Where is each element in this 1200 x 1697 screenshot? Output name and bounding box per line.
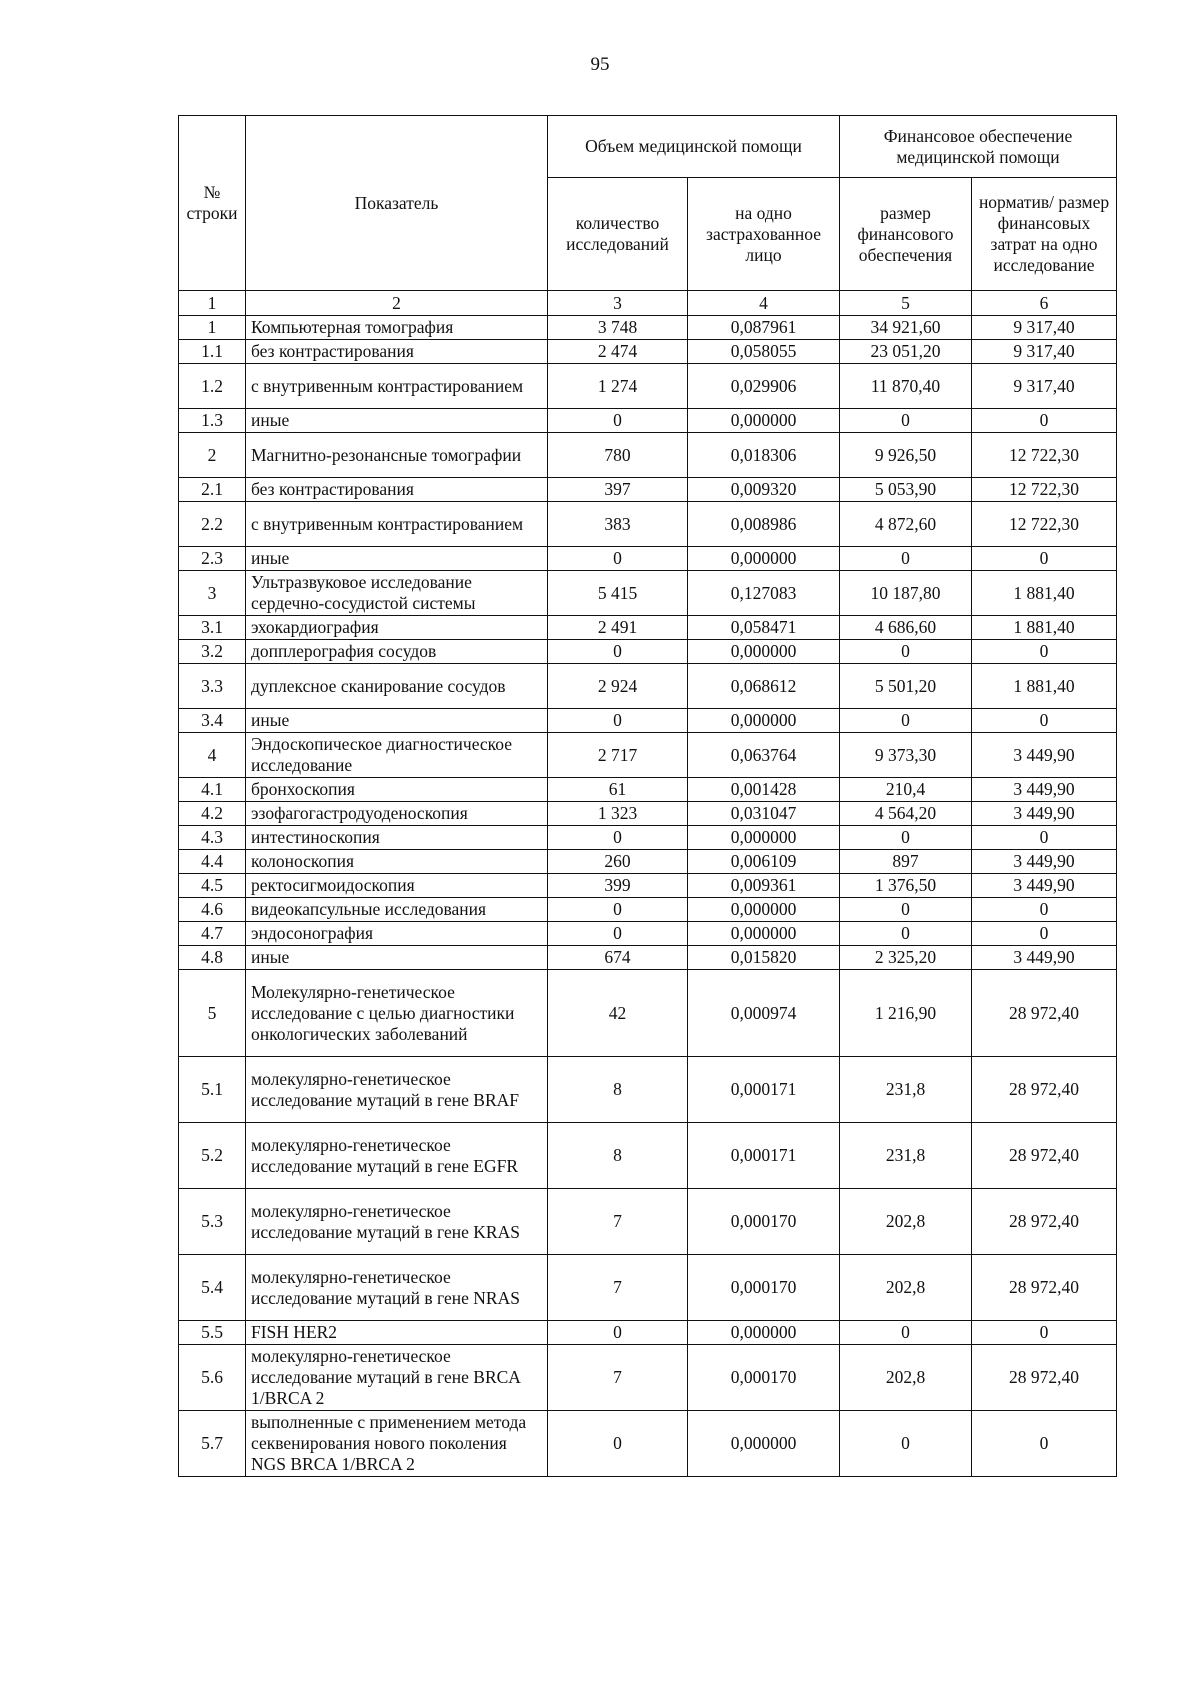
- row-number: 5: [179, 970, 246, 1057]
- study-count: 2 491: [548, 616, 688, 640]
- indicator-name: молекулярно-генетическое исследование мутаций в гене BRCA 1/BRCA 2: [246, 1345, 548, 1411]
- row-number: 1: [179, 316, 246, 340]
- norm-value: 28 972,40: [972, 1255, 1117, 1321]
- study-count: 0: [548, 898, 688, 922]
- norm-value: 1 881,40: [972, 664, 1117, 709]
- indicator-name: видеокапсульные исследования: [246, 898, 548, 922]
- finance-amount: 4 872,60: [840, 502, 972, 547]
- study-count: 0: [548, 709, 688, 733]
- row-number: 5.5: [179, 1321, 246, 1345]
- per-insured-value: 0,000170: [688, 1345, 840, 1411]
- indicator-name: бронхоскопия: [246, 778, 548, 802]
- study-count: 383: [548, 502, 688, 547]
- study-count: 42: [548, 970, 688, 1057]
- row-number: 4.3: [179, 826, 246, 850]
- study-count: 0: [548, 922, 688, 946]
- per-insured-value: 0,009320: [688, 478, 840, 502]
- norm-value: 28 972,40: [972, 1189, 1117, 1255]
- norm-value: 28 972,40: [972, 1123, 1117, 1189]
- study-count: 61: [548, 778, 688, 802]
- norm-value: 3 449,90: [972, 778, 1117, 802]
- finance-amount: 5 501,20: [840, 664, 972, 709]
- row-number: 5.3: [179, 1189, 246, 1255]
- per-insured-value: 0,127083: [688, 571, 840, 616]
- per-insured-value: 0,000974: [688, 970, 840, 1057]
- study-count: 8: [548, 1123, 688, 1189]
- study-count: 8: [548, 1057, 688, 1123]
- finance-amount: 0: [840, 547, 972, 571]
- table-row: [179, 502, 1117, 547]
- per-insured-value: 0,000000: [688, 640, 840, 664]
- row-number: 4.2: [179, 802, 246, 826]
- row-number: 5.7: [179, 1411, 246, 1477]
- norm-value: 12 722,30: [972, 478, 1117, 502]
- table-row: [179, 1057, 1117, 1123]
- indicator-name: дуплексное сканирование сосудов: [246, 664, 548, 709]
- column-number-row: [179, 291, 1117, 316]
- norm-value: 3 449,90: [972, 850, 1117, 874]
- column-number: 3: [548, 291, 688, 316]
- norm-value: 9 317,40: [972, 364, 1117, 409]
- per-insured-value: 0,087961: [688, 316, 840, 340]
- study-count: 5 415: [548, 571, 688, 616]
- column-number: 4: [688, 291, 840, 316]
- row-number: 3.1: [179, 616, 246, 640]
- row-number: 4.1: [179, 778, 246, 802]
- row-number: 5.2: [179, 1123, 246, 1189]
- finance-amount: 0: [840, 1411, 972, 1477]
- indicator-name: с внутривенным контрастированием: [246, 364, 548, 409]
- table-row: [179, 316, 1117, 340]
- per-insured-value: 0,000171: [688, 1123, 840, 1189]
- row-number: 5.1: [179, 1057, 246, 1123]
- indicator-name: колоноскопия: [246, 850, 548, 874]
- norm-value: 1 881,40: [972, 616, 1117, 640]
- page-number: 95: [590, 54, 610, 75]
- finance-amount: 1 216,90: [840, 970, 972, 1057]
- finance-amount: 34 921,60: [840, 316, 972, 340]
- finance-amount: 897: [840, 850, 972, 874]
- study-count: 260: [548, 850, 688, 874]
- row-number: 4.6: [179, 898, 246, 922]
- indicator-name: молекулярно-генетическое исследование мутаций в гене EGFR: [246, 1123, 548, 1189]
- row-number: 2: [179, 433, 246, 478]
- table-row: [179, 547, 1117, 571]
- norm-value: 0: [972, 547, 1117, 571]
- row-number: 3: [179, 571, 246, 616]
- finance-amount: 11 870,40: [840, 364, 972, 409]
- table-row: [179, 1411, 1117, 1477]
- table-row: [179, 409, 1117, 433]
- norm-value: 12 722,30: [972, 433, 1117, 478]
- study-count: 2 924: [548, 664, 688, 709]
- finance-amount: 202,8: [840, 1255, 972, 1321]
- norm-value: 0: [972, 1411, 1117, 1477]
- norm-value: 3 449,90: [972, 946, 1117, 970]
- row-number: 5.4: [179, 1255, 246, 1321]
- norm-value: 9 317,40: [972, 316, 1117, 340]
- norm-value: 1 881,40: [972, 571, 1117, 616]
- table-row: [179, 850, 1117, 874]
- indicator-name: ректосигмоидоскопия: [246, 874, 548, 898]
- medical-care-table: [178, 115, 1117, 1477]
- indicator-name: интестиноскопия: [246, 826, 548, 850]
- indicator-name: Ультразвуковое исследование сердечно-сосудистой системы: [246, 571, 548, 616]
- indicator-name: эзофагогастродуоденоскопия: [246, 802, 548, 826]
- table-body: [179, 316, 1117, 1477]
- per-insured-value: 0,029906: [688, 364, 840, 409]
- table-row: [179, 1345, 1117, 1411]
- norm-value: 0: [972, 409, 1117, 433]
- indicator-name: иные: [246, 409, 548, 433]
- per-insured-value: 0,000000: [688, 409, 840, 433]
- norm-value: 0: [972, 1321, 1117, 1345]
- indicator-name: молекулярно-генетическое исследование мутаций в гене BRAF: [246, 1057, 548, 1123]
- indicator-name: иные: [246, 709, 548, 733]
- per-insured-value: 0,000000: [688, 898, 840, 922]
- table-row: [179, 874, 1117, 898]
- header-row-no: № строки: [179, 116, 246, 291]
- finance-amount: 5 053,90: [840, 478, 972, 502]
- study-count: 0: [548, 1411, 688, 1477]
- norm-value: 28 972,40: [972, 1057, 1117, 1123]
- finance-amount: 0: [840, 1321, 972, 1345]
- per-insured-value: 0,000170: [688, 1189, 840, 1255]
- per-insured-value: 0,058471: [688, 616, 840, 640]
- table-row: [179, 898, 1117, 922]
- column-number: 1: [179, 291, 246, 316]
- per-insured-value: 0,000000: [688, 826, 840, 850]
- row-number: 2.1: [179, 478, 246, 502]
- column-number: 5: [840, 291, 972, 316]
- per-insured-value: 0,000170: [688, 1255, 840, 1321]
- indicator-name: Компьютерная томография: [246, 316, 548, 340]
- row-number: 4.7: [179, 922, 246, 946]
- norm-value: 0: [972, 898, 1117, 922]
- finance-amount: 202,8: [840, 1345, 972, 1411]
- table-row: [179, 1189, 1117, 1255]
- table-row: [179, 709, 1117, 733]
- indicator-name: выполненные с применением метода секвенирования нового поколения NGS BRCA 1/BRCA 2: [246, 1411, 548, 1477]
- study-count: 7: [548, 1345, 688, 1411]
- per-insured-value: 0,000000: [688, 547, 840, 571]
- indicator-name: эхокардиография: [246, 616, 548, 640]
- table-row: [179, 364, 1117, 409]
- table-row: [179, 1123, 1117, 1189]
- finance-amount: 0: [840, 922, 972, 946]
- per-insured-value: 0,000000: [688, 1321, 840, 1345]
- study-count: 780: [548, 433, 688, 478]
- indicator-name: с внутривенным контрастированием: [246, 502, 548, 547]
- table-row: [179, 478, 1117, 502]
- finance-amount: 0: [840, 826, 972, 850]
- indicator-name: молекулярно-генетическое исследование мутаций в гене NRAS: [246, 1255, 548, 1321]
- table-row: [179, 733, 1117, 778]
- finance-amount: 0: [840, 640, 972, 664]
- study-count: 3 748: [548, 316, 688, 340]
- norm-value: 28 972,40: [972, 970, 1117, 1057]
- finance-amount: 0: [840, 409, 972, 433]
- indicator-name: иные: [246, 547, 548, 571]
- study-count: 2 717: [548, 733, 688, 778]
- finance-amount: 210,4: [840, 778, 972, 802]
- header-volume-group: Объем медицинской помощи: [548, 116, 840, 178]
- study-count: 0: [548, 1321, 688, 1345]
- table-header: [179, 116, 1117, 316]
- row-number: 3.4: [179, 709, 246, 733]
- study-count: 0: [548, 409, 688, 433]
- norm-value: 0: [972, 640, 1117, 664]
- finance-amount: 0: [840, 709, 972, 733]
- indicator-name: Магнитно-резонансные томографии: [246, 433, 548, 478]
- finance-amount: 0: [840, 898, 972, 922]
- finance-amount: 231,8: [840, 1123, 972, 1189]
- row-number: 3.2: [179, 640, 246, 664]
- indicator-name: без контрастирования: [246, 340, 548, 364]
- table-row: [179, 640, 1117, 664]
- study-count: 0: [548, 826, 688, 850]
- study-count: 1 323: [548, 802, 688, 826]
- row-number: 1.3: [179, 409, 246, 433]
- table-row: [179, 664, 1117, 709]
- study-count: 1 274: [548, 364, 688, 409]
- per-insured-value: 0,008986: [688, 502, 840, 547]
- table-row: [179, 433, 1117, 478]
- study-count: 0: [548, 547, 688, 571]
- header-norm-per-study: норматив/ размер финансовых затрат на одно исследование: [972, 178, 1117, 291]
- finance-amount: 9 926,50: [840, 433, 972, 478]
- column-number: 6: [972, 291, 1117, 316]
- per-insured-value: 0,018306: [688, 433, 840, 478]
- table-row: [179, 571, 1117, 616]
- norm-value: 0: [972, 922, 1117, 946]
- norm-value: 28 972,40: [972, 1345, 1117, 1411]
- norm-value: 12 722,30: [972, 502, 1117, 547]
- indicator-name: FISH HER2: [246, 1321, 548, 1345]
- finance-amount: 4 564,20: [840, 802, 972, 826]
- table-row: [179, 970, 1117, 1057]
- study-count: 399: [548, 874, 688, 898]
- header-study-count: количество исследований: [548, 178, 688, 291]
- finance-amount: 2 325,20: [840, 946, 972, 970]
- header-per-insured: на одно застрахованное лицо: [688, 178, 840, 291]
- indicator-name: без контрастирования: [246, 478, 548, 502]
- finance-amount: 10 187,80: [840, 571, 972, 616]
- study-count: 674: [548, 946, 688, 970]
- per-insured-value: 0,015820: [688, 946, 840, 970]
- indicator-name: эндосонография: [246, 922, 548, 946]
- row-number: 1.1: [179, 340, 246, 364]
- row-number: 4.8: [179, 946, 246, 970]
- row-number: 3.3: [179, 664, 246, 709]
- table-row: [179, 802, 1117, 826]
- per-insured-value: 0,031047: [688, 802, 840, 826]
- per-insured-value: 0,000171: [688, 1057, 840, 1123]
- per-insured-value: 0,009361: [688, 874, 840, 898]
- finance-amount: 23 051,20: [840, 340, 972, 364]
- per-insured-value: 0,058055: [688, 340, 840, 364]
- norm-value: 3 449,90: [972, 802, 1117, 826]
- table-row: [179, 340, 1117, 364]
- indicator-name: Эндоскопическое диагностическое исследование: [246, 733, 548, 778]
- row-number: 2.2: [179, 502, 246, 547]
- table-row: [179, 616, 1117, 640]
- table-row: [179, 946, 1117, 970]
- row-number: 2.3: [179, 547, 246, 571]
- study-count: 0: [548, 640, 688, 664]
- indicator-name: молекулярно-генетическое исследование мутаций в гене KRAS: [246, 1189, 548, 1255]
- per-insured-value: 0,063764: [688, 733, 840, 778]
- header-finance-amount: размер финансового обеспечения: [840, 178, 972, 291]
- indicator-name: Молекулярно-генетическое исследование с целью диагностики онкологических заболеваний: [246, 970, 548, 1057]
- finance-amount: 231,8: [840, 1057, 972, 1123]
- table-row: [179, 826, 1117, 850]
- per-insured-value: 0,000000: [688, 922, 840, 946]
- table-row: [179, 1255, 1117, 1321]
- indicator-name: иные: [246, 946, 548, 970]
- header-finance-group: Финансовое обеспечение медицинской помощи: [840, 116, 1117, 178]
- study-count: 2 474: [548, 340, 688, 364]
- finance-amount: 9 373,30: [840, 733, 972, 778]
- norm-value: 9 317,40: [972, 340, 1117, 364]
- study-count: 7: [548, 1189, 688, 1255]
- per-insured-value: 0,006109: [688, 850, 840, 874]
- norm-value: 0: [972, 826, 1117, 850]
- row-number: 4.5: [179, 874, 246, 898]
- per-insured-value: 0,068612: [688, 664, 840, 709]
- table-row: [179, 778, 1117, 802]
- row-number: 4: [179, 733, 246, 778]
- header-indicator: Показатель: [246, 116, 548, 291]
- table-row: [179, 1321, 1117, 1345]
- finance-amount: 1 376,50: [840, 874, 972, 898]
- per-insured-value: 0,000000: [688, 1411, 840, 1477]
- norm-value: 3 449,90: [972, 874, 1117, 898]
- column-number: 2: [246, 291, 548, 316]
- row-number: 5.6: [179, 1345, 246, 1411]
- finance-amount: 202,8: [840, 1189, 972, 1255]
- per-insured-value: 0,001428: [688, 778, 840, 802]
- norm-value: 0: [972, 709, 1117, 733]
- indicator-name: допплерография сосудов: [246, 640, 548, 664]
- study-count: 397: [548, 478, 688, 502]
- study-count: 7: [548, 1255, 688, 1321]
- norm-value: 3 449,90: [972, 733, 1117, 778]
- row-number: 4.4: [179, 850, 246, 874]
- table-row: [179, 922, 1117, 946]
- finance-amount: 4 686,60: [840, 616, 972, 640]
- row-number: 1.2: [179, 364, 246, 409]
- per-insured-value: 0,000000: [688, 709, 840, 733]
